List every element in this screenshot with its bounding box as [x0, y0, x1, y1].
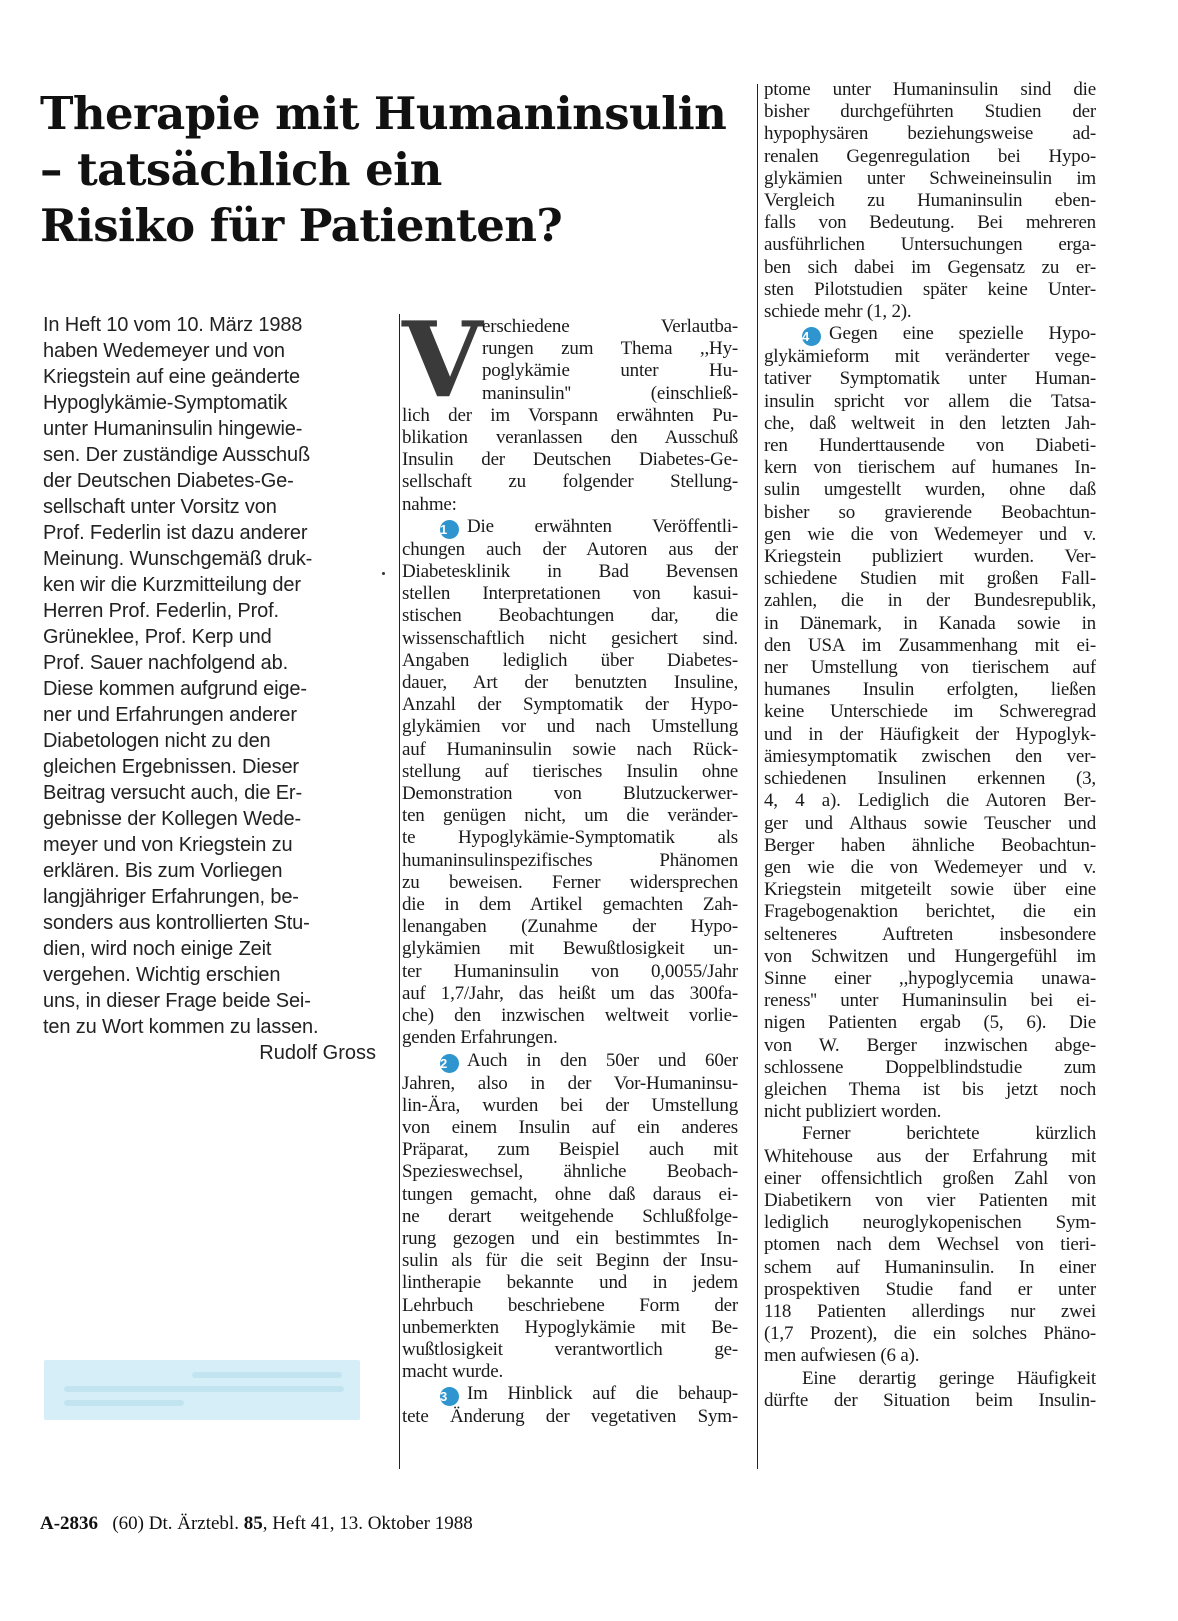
text-line: humaninsulinspezifisches Phänomen [402, 849, 738, 871]
text-line: Diabetesklinik in Bad Bevensen [402, 561, 738, 583]
text-line: Lehrbuch beschriebene Form der [402, 1294, 738, 1316]
paragraph-number-badge: 4 [802, 327, 821, 346]
text-line: schiedenen Insulinen erkennen (3, [764, 768, 1096, 790]
text-line: Fragebogenaktion berichtet, die ein [764, 901, 1096, 923]
text-line: (1,7 Prozent), die ein solches Phäno- [764, 1323, 1096, 1345]
text-line: die in dem Artikel gemachten Zah- [402, 894, 738, 916]
text-line: ten zu Wort kommen zu lassen. [43, 1016, 319, 1038]
text-line: der Deutschen Diabetes-Ge- [43, 470, 294, 492]
text-line: sulin umgestellt wurden, ohne daß [764, 479, 1096, 501]
text-line: stellen Interpretationen von kasui- [402, 583, 738, 605]
text-line: Herren Prof. Federlin, Prof. [43, 600, 279, 622]
text-line: lediglich neuroglykopenischen Sym- [764, 1212, 1096, 1234]
article-column-middle [402, 316, 738, 1429]
text-line: 118 Patienten allerdings nur zwei [764, 1300, 1096, 1322]
text-line: sen. Der zuständige Ausschuß [43, 444, 311, 466]
text-line: Spezieswechsel, ähnliche Beobach- [402, 1161, 738, 1183]
text-line: lenangaben (Zunahme der Hypo- [402, 916, 738, 938]
text-line: insulin spricht vor allem die Tatsa- [764, 390, 1096, 412]
paragraph-start-line [402, 1050, 738, 1073]
text-line: schiede mehr (1, 2). [764, 301, 912, 323]
paragraph-first-text: Gegen eine spezielle Hypo- [829, 323, 1096, 345]
text-line: stischen Beobachtungen dar, die [402, 605, 738, 627]
paragraph-number-badge: 3 [440, 1387, 459, 1406]
drop-cap: V [402, 298, 483, 421]
text-line: 4, 4 a). Lediglich die Autoren Ber- [764, 790, 1096, 812]
text-line: Insulin der Deutschen Diabetes-Ge- [402, 449, 738, 471]
text-line: ämiesymptomatik zwischen den ver- [764, 745, 1096, 767]
column-divider [757, 84, 758, 1469]
text-line: Beitrag versucht auch, die Er- [43, 782, 302, 804]
text-line: zu beweisen. Ferner widersprechen [402, 871, 738, 893]
text-line: einer offensichtlich großen Zahl von [764, 1167, 1096, 1189]
text-line: Kriegstein auf eine geänderte [43, 366, 300, 388]
text-line: genden Erfahrungen. [402, 1027, 558, 1049]
volume-number: 85 [243, 1513, 263, 1534]
text-line: tete Änderung der vegetativen Sym- [402, 1406, 738, 1428]
text-line: ten genügen nicht, um die veränder- [402, 805, 738, 827]
text-line: ren Hunderttausende von Diabeti- [764, 435, 1096, 457]
text-line: ner und Erfahrungen anderer [43, 704, 297, 726]
intro-text [43, 312, 376, 1066]
text-line: tativer Symptomatik unter Human- [764, 368, 1096, 390]
text-line: humanes Insulin erfolgten, ließen [764, 679, 1096, 701]
text-line: unter Humaninsulin hingewie- [43, 418, 303, 440]
text-line: glykämien mit Bewußtlosigkeit un- [402, 938, 738, 960]
text-line: gen wie die von Wedemeyer und v. [764, 856, 1096, 878]
text-line: von einem Insulin auf ein anderes [402, 1116, 738, 1138]
text-line: ner Umstellung von tierischem auf [764, 657, 1096, 679]
text-line: bisher so gravierende Beobachtun- [764, 501, 1096, 523]
text-line: che, daß weltweit in den letzten Jah- [764, 412, 1096, 434]
text-line: gleichen Thema ist bis jetzt noch [764, 1078, 1096, 1100]
text-line: ptome unter Humaninsulin sind die [764, 79, 1096, 100]
text-line: glykämien unter Schweineinsulin im [764, 167, 1096, 189]
text-line: tungen gemacht, ohne daß daraus ei- [402, 1183, 738, 1205]
text-line: nahme: [402, 493, 457, 515]
text-line: nigen Patienten ergab (5, 6). Die [764, 1012, 1096, 1034]
paragraph-start-line [402, 1383, 738, 1406]
paragraph-number-badge: 1 [440, 520, 459, 539]
text-line: Diese kommen aufgrund eige- [43, 678, 307, 700]
text-line: glykämien vor und nach Umstellung [402, 716, 738, 738]
blurred-highlight-box [44, 1360, 360, 1420]
text-line: gleichen Ergebnissen. Dieser [43, 756, 299, 778]
text-line: schlossene Doppelblindstudie zum [764, 1056, 1096, 1078]
text-line: meyer und von Kriegstein zu [43, 834, 293, 856]
text-line: Sinne einer ,,hypoglycemia unawa- [764, 967, 1096, 989]
text-line: keine Unterschiede im Schweregrad [764, 701, 1096, 723]
text-line: Angaben lediglich über Diabetes- [402, 649, 738, 671]
text-line: ben sich dabei im Gegensatz zu er- [764, 256, 1096, 278]
text-line: erschiedene Verlautba- [482, 316, 738, 337]
text-line: sten Pilotstudien später keine Unter- [764, 278, 1096, 300]
text-line: Anzahl der Symptomatik der Hypo- [402, 694, 738, 716]
text-line: Kriegstein mitgeteilt sowie über eine [764, 879, 1096, 901]
text-line: ger und Althaus sowie Teuscher und [764, 812, 1096, 834]
text-line: den USA im Zusammenhang mit ei- [764, 634, 1096, 656]
text-line: kern von tierischem auf humanes In- [764, 457, 1096, 479]
stray-mark [382, 572, 385, 575]
text-line: sonders aus kontrollierten Stu- [43, 912, 310, 934]
text-line: Prof. Sauer nachfolgend ab. [43, 652, 289, 674]
text-line: rung gezogen und ein bestimmtes In- [402, 1227, 738, 1249]
text-line: ter Humaninsulin von 0,0055/Jahr [402, 960, 738, 982]
text-line: prospektiven Studie fand er unter [764, 1278, 1096, 1300]
text-line: Eine derartig geringe Häufigkeit [802, 1367, 1096, 1389]
text-line: sellschaft unter Vorsitz von [43, 496, 277, 518]
text-line: renalen Gegenregulation bei Hypo- [764, 145, 1096, 167]
text-line: rungen zum Thema ,,Hy- [482, 338, 738, 360]
text-line: chungen auch der Autoren aus der [402, 538, 738, 560]
text-line: Prof. Federlin ist dazu anderer [43, 522, 308, 544]
paragraph-number-badge: 2 [440, 1054, 459, 1073]
text-line: lich der im Vorspann erwähnten Pu- [402, 404, 738, 426]
issue-info: , Heft 41, 13. Oktober 1988 [262, 1513, 473, 1534]
article-title [40, 86, 750, 254]
text-line: gebnisse der Kollegen Wede- [43, 808, 301, 830]
text-line: vergehen. Wichtig erschien [43, 964, 281, 986]
text-line: auf Humaninsulin sowie nach Rück- [402, 738, 738, 760]
text-line: blikation veranlassen den Ausschuß [402, 427, 738, 449]
text-line: macht wurde. [402, 1361, 504, 1383]
text-line: uns, in dieser Frage beide Sei- [43, 990, 311, 1012]
text-line: und in der Häufigkeit der Hypoglyk- [764, 723, 1096, 745]
text-line: gen wie die von Wedemeyer und v. [764, 523, 1096, 545]
text-line: ausführlichen Untersuchungen erga- [764, 234, 1096, 256]
column-divider [399, 314, 400, 1469]
text-line: Demonstration von Blutzuckerwer- [402, 783, 738, 805]
text-line: schem auf Humaninsulin. In einer [764, 1256, 1096, 1278]
paragraph-first-text: Die erwähnten Veröffentli- [467, 515, 738, 537]
text-line: falls von Bedeutung. Bei mehreren [764, 212, 1096, 234]
author-name: Rudolf Gross [259, 1042, 376, 1064]
text-line: wissenschaftlich nicht gesichert sind. [402, 627, 738, 649]
text-line: maninsulin'' (einschließ- [482, 382, 738, 404]
text-line: Hypoglykämie-Symptomatik [43, 392, 288, 414]
page-footer [40, 1513, 473, 1535]
text-line: sellschaft zu folgender Stellung- [402, 471, 738, 493]
text-line: poglykämie unter Hu- [482, 360, 738, 382]
text-line: von W. Berger inzwischen abge- [764, 1034, 1096, 1056]
text-line: erklären. Bis zum Vorliegen [43, 860, 283, 882]
text-line: haben Wedemeyer und von [43, 340, 285, 362]
text-line: Whitehouse aus der Erfahrung mit [764, 1145, 1096, 1167]
text-line: lin-Ära, wurden bei der Umstellung [402, 1094, 738, 1116]
text-line: selteneres Auftreten insbesondere [764, 923, 1096, 945]
text-line: unbemerkten Hypoglykämie mit Be- [402, 1316, 738, 1338]
text-line: reness'' unter Humaninsulin bei ei- [764, 990, 1096, 1012]
text-line: che) den inzwischen weltweit vorlie- [402, 1005, 738, 1027]
text-line: wußtlosigkeit verantwortlich ge- [402, 1338, 738, 1360]
text-line: In Heft 10 vom 10. März 1988 [43, 314, 303, 336]
title-line: Therapie mit Humaninsulin [40, 87, 727, 140]
text-line: Kriegstein publiziert wurden. Ver- [764, 546, 1096, 568]
text-line: ne derart weitgehende Schlußfolge- [402, 1205, 738, 1227]
text-line: von Schwitzen und Hungergefühl im [764, 945, 1096, 967]
paragraph-start-line [764, 323, 1096, 346]
text-line: auf 1,7/Jahr, das heißt um das 300fa- [402, 982, 738, 1004]
text-line: dauer, Art der benutzten Insuline, [402, 672, 738, 694]
text-line: bisher durchgeführten Studien der [764, 101, 1096, 123]
text-line: sulin als für die seit Beginn der Insu- [402, 1250, 738, 1272]
text-line: hypophysären beziehungsweise ad- [764, 123, 1096, 145]
title-line: Risiko für Patienten? [40, 199, 563, 252]
text-line: dien, wird noch einige Zeit [43, 938, 272, 960]
text-line: glykämieform mit veränderter vege- [764, 346, 1096, 368]
text-line: Diabetologen nicht zu den [43, 730, 271, 752]
text-line: Grüneklee, Prof. Kerp und [43, 626, 272, 648]
paragraph-start-line [402, 516, 738, 539]
text-line: ken wir die Kurzmitteilung der [43, 574, 301, 596]
article-column-right [764, 79, 1096, 1412]
text-line: zahlen, die in der Bundesrepublik, [764, 590, 1096, 612]
paragraph-first-text: Auch in den 50er und 60er [467, 1049, 738, 1071]
text-line: schiedene Studien mit großen Fall- [764, 568, 1096, 590]
page-number: (60) Dt. Ärztebl. [112, 1513, 239, 1534]
text-line: Jahren, also in der Vor-Humaninsu- [402, 1072, 738, 1094]
text-line: Ferner berichtete kürzlich [802, 1123, 1096, 1145]
text-line: men aufwiesen (6 a). [764, 1345, 920, 1367]
text-line: langjähriger Erfahrungen, be- [43, 886, 299, 908]
text-line: Präparat, zum Beispiel auch mit [402, 1139, 738, 1161]
page-code: A-2836 [40, 1513, 99, 1534]
text-line: ptomen nach dem Wechsel von tieri- [764, 1234, 1096, 1256]
title-line: – tatsächlich ein [40, 143, 442, 196]
paragraph-first-text: Im Hinblick auf die behaup- [467, 1383, 738, 1405]
text-line: nicht publiziert worden. [764, 1101, 942, 1123]
text-line: Diabetikern von vier Patienten mit [764, 1189, 1096, 1211]
text-line: dürfte der Situation beim Insulin- [764, 1389, 1096, 1411]
text-line: stellung auf tierisches Insulin ohne [402, 760, 738, 782]
text-line: Vergleich zu Humaninsulin eben- [764, 190, 1096, 212]
text-line: Berger haben ähnliche Beobachtun- [764, 834, 1096, 856]
text-line: te Hypoglykämie-Symptomatik als [402, 827, 738, 849]
text-line: Meinung. Wunschgemäß druk- [43, 548, 313, 570]
text-line: lintherapie bekannte und in jedem [402, 1272, 738, 1294]
text-line: in Dänemark, in Kanada sowie in [764, 612, 1096, 634]
